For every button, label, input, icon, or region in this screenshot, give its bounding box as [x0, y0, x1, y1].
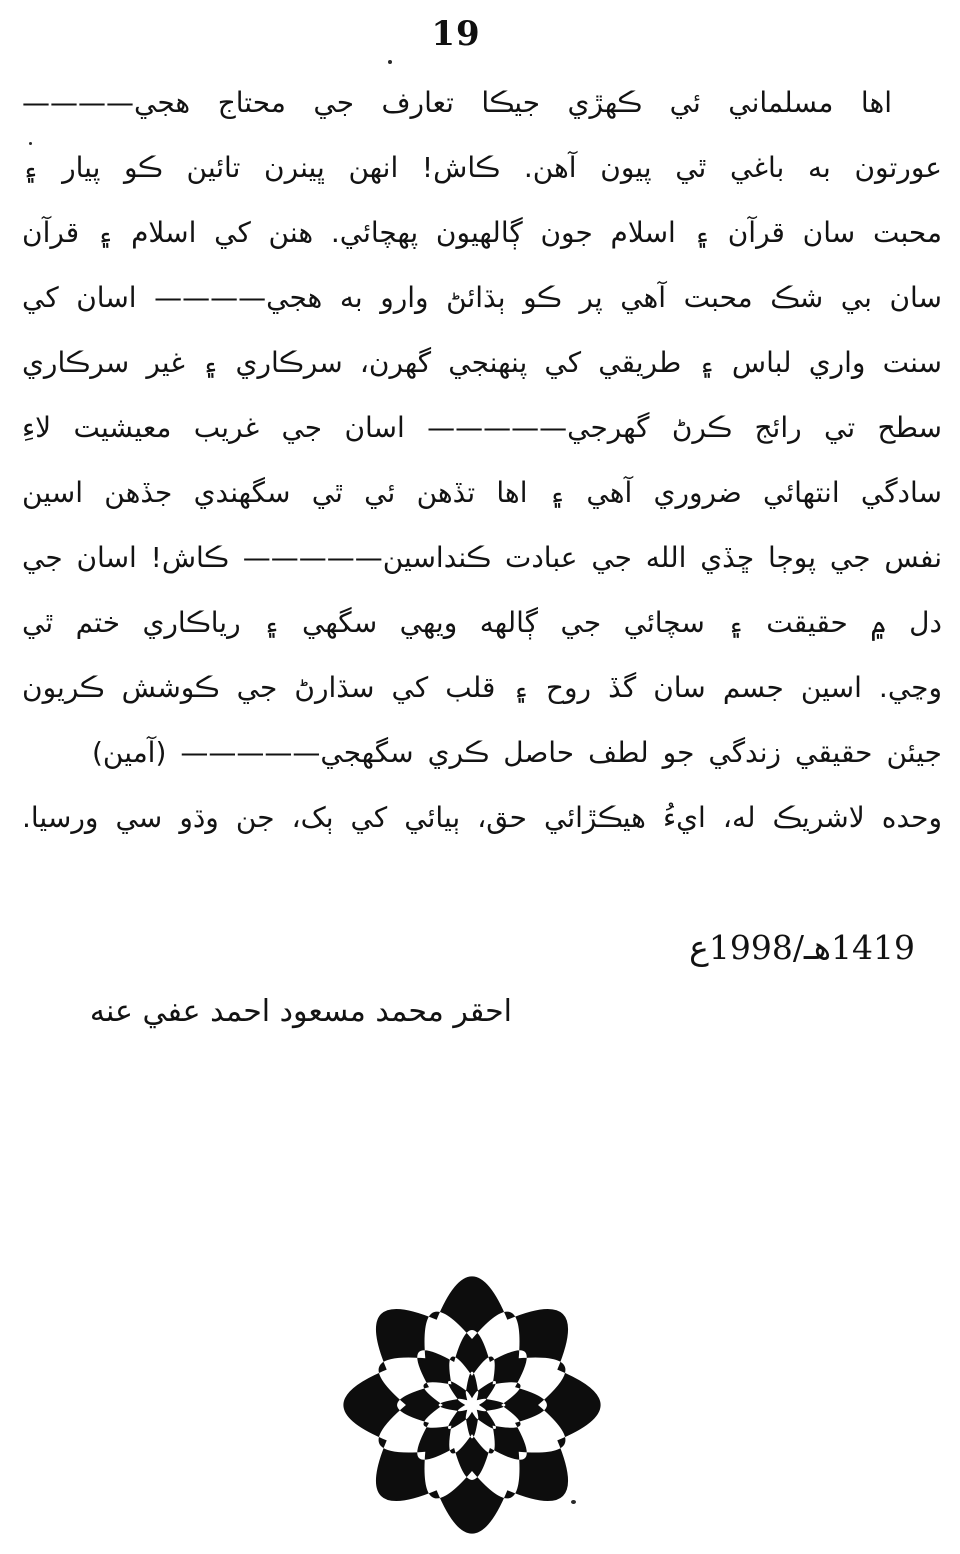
text-line: دل ۾ حقيقت ۽ سچائي جي ڳالهه ويهي سگهي ۽ رياڪاري ختم ٿي: [22, 606, 942, 639]
text-line: سادگي انتهائي ضروري آهي ۽ اها تڏهن ئي ٿي سگهندي جڏهن اسين: [22, 476, 942, 509]
publication-date: 1419هـ/1998ع: [689, 928, 915, 967]
text-line: جيئن حقيقي زندگي جو لطف حاصل ڪري سگهجي————— (آمين): [92, 736, 942, 769]
scan-speck: [571, 1500, 576, 1504]
text-line: وحده لاشريڪ له، ايءُ هيڪڙائي حق، ٻيائي کي ٻک، جن وڌو سي ورسيا.: [22, 801, 942, 834]
text-line: نفس جي پوڄا ڇڏي الله جي عبادت ڪنداسين————— ڪاش! اسان جي: [22, 541, 942, 574]
scan-speck: [388, 60, 392, 64]
author-signature: احقر محمد مسعود احمد عفي عنه: [89, 994, 512, 1029]
text-line: عورتون به باغي ٿي پيون آهن. ڪاش! انهن ڀينرن تائين ڪو پيار ۽: [22, 151, 942, 184]
text-line: اها مسلماني ئي ڪهڙي جيڪا تعارف جي محتاج هجي————: [22, 86, 892, 119]
page-number: 19: [431, 14, 481, 54]
text-line: محبت سان قرآن ۽ اسلام جون ڳالهيون پهچائي. هنن کي اسلام ۽ قرآن: [22, 216, 942, 249]
text-line: وڃي. اسين جسم سان گڏ روح ۽ قلب کي سڌارڻ جي ڪوشش ڪريون: [22, 671, 942, 704]
text-line: سان بي شڪ محبت آهي پر ڪو ٻڌائڻ وارو به هجي———— اسان کي: [22, 281, 942, 314]
body-text: [22, 70, 942, 850]
rosette-icon: [336, 1269, 608, 1541]
text-line: سنت واري لباس ۽ طريقي کي پنهنجي گهرن، سرڪاري ۽ غير سرڪاري: [22, 346, 942, 379]
text-line: سطح تي رائج ڪرڻ گهرجي————— اسان جي غريب معيشيت لاءِ: [22, 411, 942, 444]
scan-speck: [29, 142, 32, 145]
rosette-ornament: [336, 1269, 608, 1541]
